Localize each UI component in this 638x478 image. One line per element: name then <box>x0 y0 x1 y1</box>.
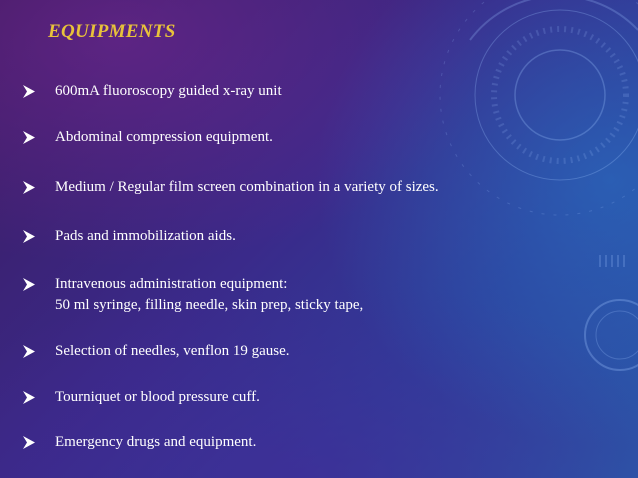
list-item <box>22 274 562 316</box>
list-item-text: Abdominal compression equipment. <box>55 129 273 145</box>
list-item-text: Pads and immobilization aids. <box>55 228 236 244</box>
list-item <box>22 432 562 453</box>
arrowhead-bullet-icon <box>22 230 36 243</box>
arrowhead-bullet-icon <box>22 131 36 144</box>
list-item-text: Intravenous administration equipment: <box>55 276 288 292</box>
list-item <box>22 127 562 148</box>
list-item-text: Medium / Regular film screen combination in a variety of sizes. <box>55 179 439 195</box>
arrowhead-bullet-icon <box>22 278 36 291</box>
list-item-text: Selection of needles, venflon 19 gause. <box>55 343 290 359</box>
arrowhead-bullet-icon <box>22 345 36 358</box>
list-item <box>22 226 562 247</box>
list-item <box>22 81 562 102</box>
list-item <box>22 341 562 362</box>
list-item-text: Emergency drugs and equipment. <box>55 434 257 450</box>
list-item-text: 600mA fluoroscopy guided x-ray unit <box>55 83 282 99</box>
list-item-subtext: 50 ml syringe, filling needle, skin prep, sticky tape, <box>55 297 364 313</box>
list-item-text: Tourniquet or blood pressure cuff. <box>55 389 260 405</box>
list-item <box>22 387 562 408</box>
arrowhead-bullet-icon <box>22 391 36 404</box>
arrowhead-bullet-icon <box>22 85 36 98</box>
arrowhead-bullet-icon <box>22 436 36 449</box>
slide-title: EQUIPMENTS <box>48 21 176 42</box>
arrowhead-bullet-icon <box>22 181 36 194</box>
list-item <box>22 177 562 198</box>
